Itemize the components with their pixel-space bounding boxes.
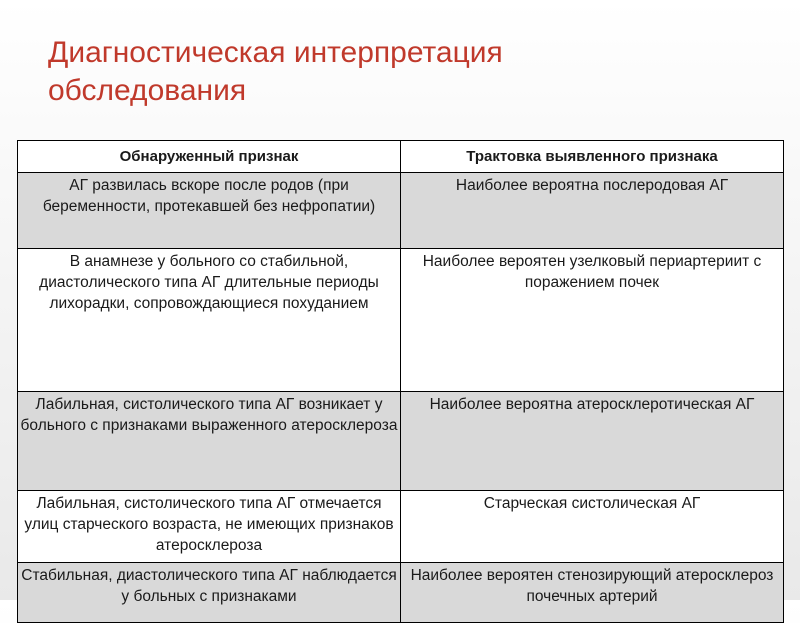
interpretation-cell: Наиболее вероятна послеродовая АГ <box>401 173 784 249</box>
interpretation-cell: Старческая систолическая АГ <box>401 491 784 563</box>
table-row <box>18 491 784 563</box>
sign-cell: Лабильная, систолического типа АГ возникает у больного с признаками выраженного атеросклероза <box>18 392 401 491</box>
interpretation-cell: Наиболее вероятна атеросклеротическая АГ <box>401 392 784 491</box>
sign-cell: Лабильная, систолического типа АГ отмечается улиц старческого возраста, не имеющих признаков атеросклероза <box>18 491 401 563</box>
findings-table <box>17 140 784 623</box>
table-row <box>18 392 784 491</box>
table-header-row <box>18 141 784 173</box>
slide-title <box>48 34 768 110</box>
interpretation-cell: Наиболее вероятен узелковый периартериит с поражением почек <box>401 249 784 392</box>
table-row <box>18 173 784 249</box>
slide-title-line-1: Диагностическая интерпретация <box>48 36 503 69</box>
slide-title-line-2: обследования <box>48 74 247 107</box>
sign-cell: Стабильная, диастолического типа АГ наблюдается у больных с признаками <box>18 563 401 623</box>
column-header-interpretation: Трактовка выявленного признака <box>401 141 784 173</box>
table-row <box>18 249 784 392</box>
sign-cell: АГ развилась вскоре после родов (при беременности, протекавшей без нефропатии) <box>18 173 401 249</box>
sign-cell: В анамнезе у больного со стабильной, диастолического типа АГ длительные периоды лихорадки, сопровождающиеся похуданием <box>18 249 401 392</box>
table-row <box>18 563 784 623</box>
column-header-sign: Обнаруженный признак <box>18 141 401 173</box>
interpretation-cell: Наиболее вероятен стенозирующий атеросклероз почечных артерий <box>401 563 784 623</box>
